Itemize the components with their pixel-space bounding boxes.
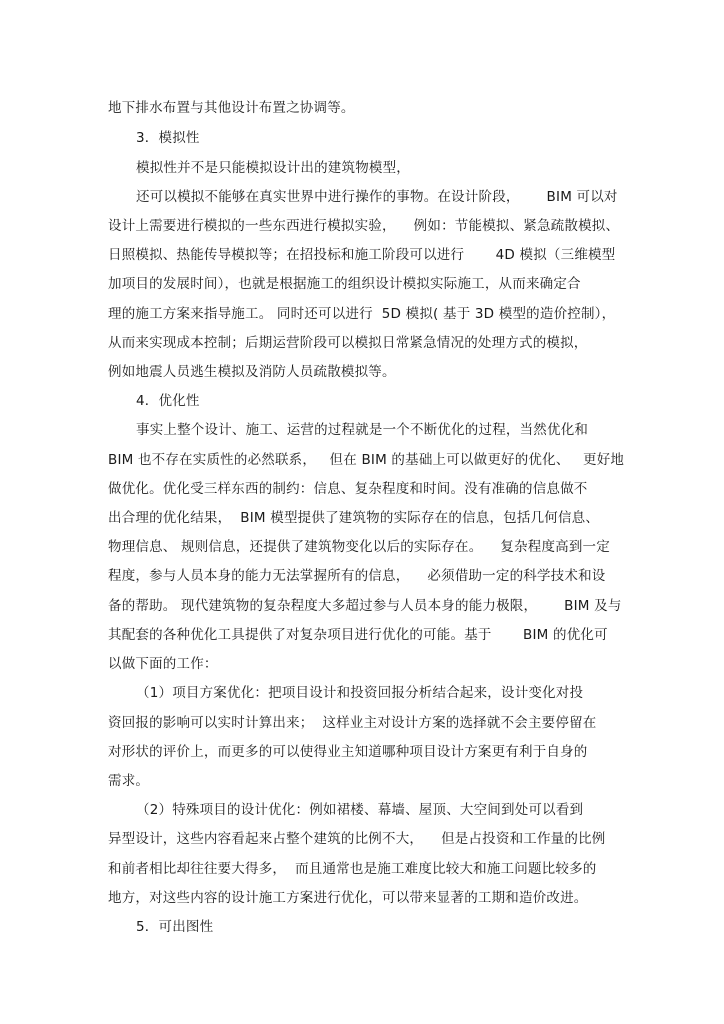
text-line: （2）特殊项目的设计优化：例如裙楼、幕墙、屋顶、大空间到处可以看到 <box>136 802 584 818</box>
text-line: （1）项目方案优化：把项目设计和投资回报分析结合起来，设计变化对投 <box>136 685 584 701</box>
section-heading: 5．可出图性 <box>136 919 214 935</box>
text-line: 其配套的各种优化工具提供了对复杂项目进行优化的可能。基于 BIM 的优化可 <box>108 627 608 643</box>
text-line: 加项目的发展时间），也就是根据施工的组织设计模拟实际施工，从而来确定合 <box>108 276 581 292</box>
text-line: 事实上整个设计、施工、运营的过程就是一个不断优化的过程，当然优化和 <box>136 422 589 438</box>
text-line: 从而来实现成本控制；后期运营阶段可以模拟日常紧急情况的处理方式的模拟， <box>108 335 588 351</box>
text-line: 需求。 <box>108 773 150 789</box>
section-heading: 3．模拟性 <box>136 130 200 146</box>
text-line: 还可以模拟不能够在真实世界中进行操作的事物。在设计阶段， BIM 可以对 <box>136 189 618 205</box>
text-line: BIM 也不存在实质性的必然联系， 但在 BIM 的基础上可以做更好的优化、 更好地 <box>108 452 625 468</box>
text-line: 程度，参与人员本身的能力无法掌握所有的信息， 必须借助一定的科学技术和设 <box>108 568 606 584</box>
text-line: 做优化。优化受三样东西的制约：信息、复杂程度和时间。没有准确的信息做不 <box>108 481 588 497</box>
text-line: 以做下面的工作： <box>108 656 218 672</box>
text-line: 资回报的影响可以实时计算出来； 这样业主对设计方案的选择就不会主要停留在 <box>108 715 597 731</box>
text-line: 例如地震人员逃生模拟及消防人员疏散模拟等。 <box>108 364 396 380</box>
text-line: 和前者相比却往往要大得多， 而且通常也是施工难度比较大和施工问题比较多的 <box>108 861 597 877</box>
text-line: 理的施工方案来指导施工。 同时还可以进行 5D 模拟( 基于 3D 模型的造价控制）， <box>108 306 616 322</box>
text-line: 设计上需要进行模拟的一些东西进行模拟实验， 例如：节能模拟、紧急疏散模拟、 <box>108 218 620 234</box>
section-heading: 4．优化性 <box>136 393 200 409</box>
text-line: 地下排水布置与其他设计布置之协调等。 <box>108 100 355 116</box>
text-line: 地方，对这些内容的设计施工方案进行优化，可以带来显著的工期和造价改进。 <box>108 890 588 906</box>
text-line: 模拟性并不是只能模拟设计出的建筑物模型， <box>136 160 410 176</box>
text-line: 出合理的优化结果， BIM 模型提供了建筑物的实际存在的信息，包括几何信息、 <box>108 510 600 526</box>
text-line: 备的帮助。 现代建筑物的复杂程度大多超过参与人员本身的能力极限， BIM 及与 <box>108 598 622 614</box>
text-line: 对形状的评价上，而更多的可以使得业主知道哪种项目设计方案更有利于自身的 <box>108 744 588 760</box>
text-line: 物理信息、 规则信息，还提供了建筑物变化以后的实际存在。 复杂程度高到一定 <box>108 539 610 555</box>
text-line: 异型设计，这些内容看起来占整个建筑的比例不大， 但是占投资和工作量的比例 <box>108 831 606 847</box>
text-line: 日照模拟、热能传导模拟等；在招投标和施工阶段可以进行 4D 模拟（三维模型 <box>108 247 616 263</box>
